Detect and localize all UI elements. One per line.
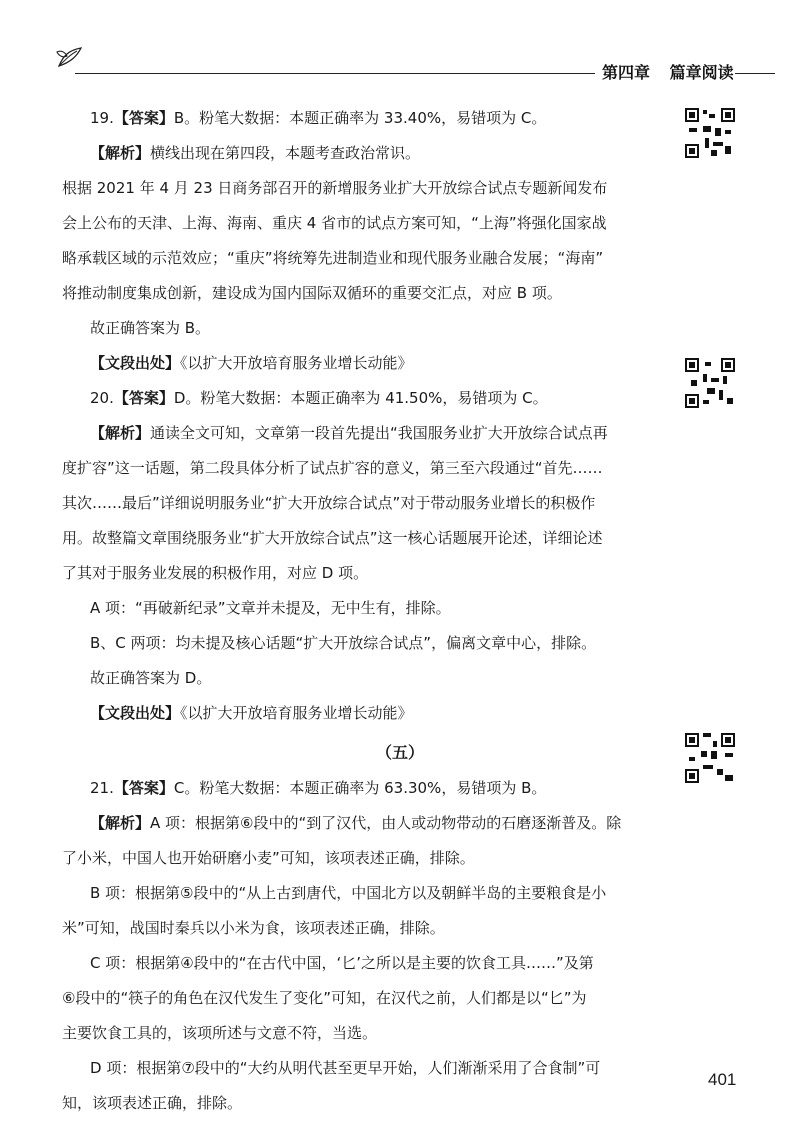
paragraph-line: 度扩容”这一话题，第二段具体分析了试点扩容的意义，第三至六段通过“首先……	[62, 459, 603, 477]
option-b-21: B 项：根据第⑤段中的“从上古到唐代，中国北方以及朝鲜半岛的主要粮食是小	[90, 884, 607, 902]
section-heading: （五）	[375, 743, 424, 762]
header-rule	[75, 73, 595, 74]
analysis-21: 【解析】A 项：根据第⑥段中的“到了汉代，由人或动物带动的石磨逐渐普及。除	[90, 814, 622, 832]
chapter-header	[602, 60, 748, 83]
analysis-19: 【解析】横线出现在第四段，本题考查政治常识。	[90, 144, 421, 162]
option-c-21: C 项：根据第④段中的“在古代中国，‘匕’之所以是主要的饮食工具……”及第	[90, 954, 594, 972]
paragraph-line: 了小米，中国人也开始研磨小麦”可知，该项表述正确，排除。	[62, 849, 475, 867]
option-d-21: D 项：根据第⑦段中的“大约从明代甚至更早开始，人们渐渐采用了合食制”可	[90, 1059, 601, 1077]
source-20: 【文段出处】《以扩大开放培育服务业增长动能》	[90, 704, 413, 722]
qr-code-icon	[685, 358, 735, 408]
conclusion-20: 故正确答案为 D。	[90, 669, 212, 687]
paragraph-line: 主要饮食工具的，该项所述与文意不符，当选。	[62, 1024, 378, 1042]
header-rule-right	[735, 73, 775, 74]
paragraph-line: 了其对于服务业发展的积极作用，对应 D 项。	[62, 564, 369, 582]
page-number: 401	[708, 1070, 737, 1089]
paragraph-line: 其次……最后”详细说明服务业“扩大开放综合试点”对于带动服务业增长的积极作	[62, 494, 596, 512]
paragraph-line: 米”可知，战国时秦兵以小米为食，该项表述正确，排除。	[62, 919, 445, 937]
option-bc-20: B、C 两项：均未提及核心话题“扩大开放综合试点”，偏离文章中心，排除。	[90, 634, 597, 652]
paragraph-line: 略承载区域的示范效应；“重庆”将统筹先进制造业和现代服务业融合发展；“海南”	[62, 249, 604, 267]
analysis-20: 【解析】通读全文可知，文章第一段首先提出“我国服务业扩大开放综合试点再	[90, 424, 608, 442]
answer-20: 20.【答案】D。粉笔大数据：本题正确率为 41.50%，易错项为 C。	[90, 389, 548, 407]
paragraph-line: 会上公布的天津、上海、海南、重庆 4 省市的试点方案可知，“上海”将强化国家战	[62, 214, 607, 232]
chapter-number: 第四章	[602, 63, 651, 82]
answer-19: 19.【答案】B。粉笔大数据：本题正确率为 33.40%，易错项为 C。	[90, 109, 547, 127]
source-19: 【文段出处】《以扩大开放培育服务业增长动能》	[90, 354, 413, 372]
paragraph-line: 用。故整篇文章围绕服务业“扩大开放综合试点”这一核心话题展开论述，详细论述	[62, 529, 603, 547]
paragraph-line: ⑥段中的“筷子的角色在汉代发生了变化”可知，在汉代之前，人们都是以“匕”为	[62, 989, 587, 1007]
option-a-20: A 项：“再破新纪录”文章并未提及，无中生有，排除。	[90, 599, 451, 617]
paragraph-line: 知，该项表述正确，排除。	[62, 1094, 243, 1112]
chapter-title: 篇章阅读	[669, 63, 734, 82]
qr-code-icon	[685, 108, 735, 158]
paragraph-line: 将推动制度集成创新，建设成为国内国际双循环的重要交汇点，对应 B 项。	[62, 284, 562, 302]
paragraph-line: 根据 2021 年 4 月 23 日商务部召开的新增服务业扩大开放综合试点专题新闻发布	[62, 179, 608, 197]
answer-21: 21.【答案】C。粉笔大数据：本题正确率为 63.30%，易错项为 B。	[90, 779, 547, 797]
conclusion-19: 故正确答案为 B。	[90, 319, 211, 337]
leaf-ornament-icon	[55, 42, 85, 72]
